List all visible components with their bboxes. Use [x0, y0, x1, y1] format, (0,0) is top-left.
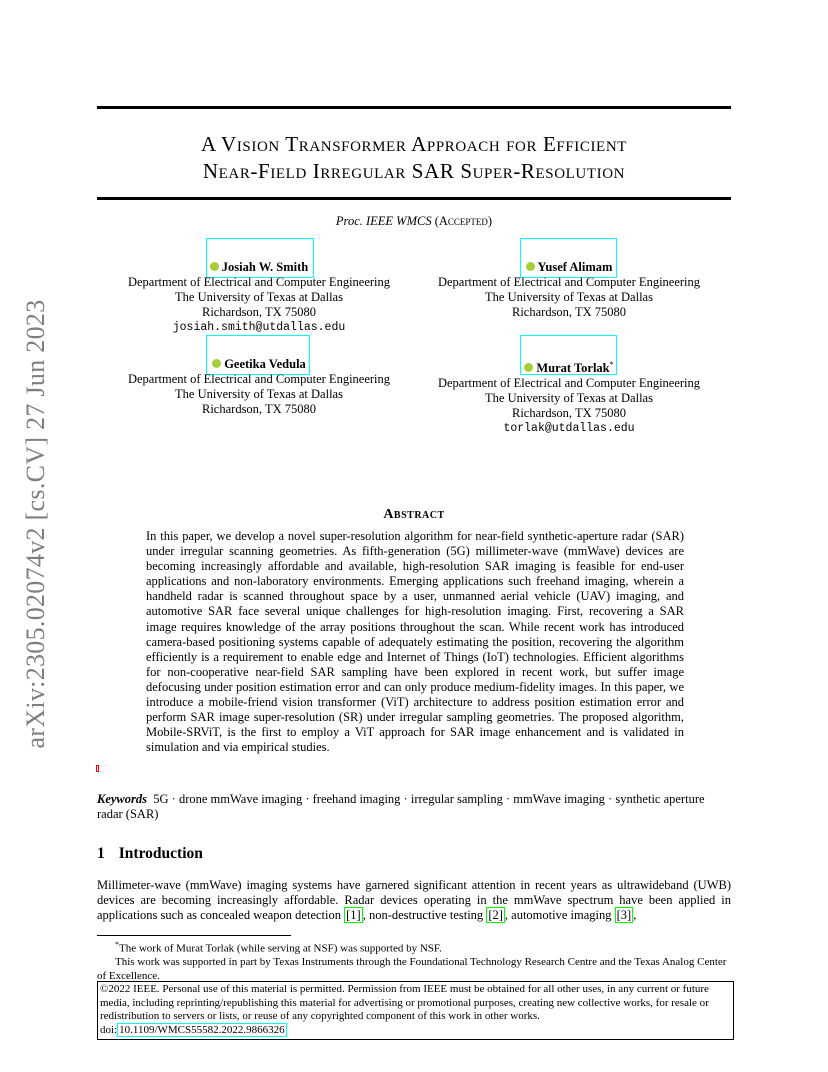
footnote-mark: * [115, 940, 119, 949]
author-university: The University of Texas at Dallas [485, 290, 653, 304]
title-top-rule [97, 106, 731, 109]
author-university: The University of Texas at Dallas [175, 387, 343, 401]
author-university: The University of Texas at Dallas [175, 290, 343, 304]
section-heading [97, 845, 203, 863]
author-dept: Department of Electrical and Computer Engineering [437, 275, 701, 289]
author-name[interactable]: Murat Torlak [536, 361, 610, 376]
author-block-torlak [409, 357, 729, 436]
footnote-2: This work was supported in part by Texas Instruments through the Foundational Technology Research Centre and the Texas Analog Center of Excellence. [97, 956, 727, 982]
author-dept: Department of Electrical and Computer Engineering [437, 376, 701, 391]
intro-paragraph [97, 878, 731, 924]
author-block-smith [99, 260, 419, 335]
author-city: Richardson, TX 75080 [202, 305, 316, 319]
orcid-icon[interactable] [526, 262, 535, 271]
paper-title-line2: Near-Field Irregular SAR Super-Resolution [202, 159, 626, 183]
doi-label: doi: [100, 1023, 118, 1036]
footnotes [97, 938, 731, 983]
proceedings-venue: Proc. IEEE WMCS [335, 214, 432, 228]
title-bottom-rule [97, 197, 731, 200]
orcid-icon[interactable] [524, 363, 533, 372]
copyright-notice [97, 981, 734, 1040]
footnote-1 [97, 938, 731, 956]
citation-link[interactable]: [3] [616, 908, 632, 923]
author-footnote-mark[interactable]: * [609, 360, 614, 369]
author-block-vedula [99, 357, 419, 417]
keywords-label: Keywords [97, 792, 147, 806]
author-name[interactable]: Yusef Alimam [537, 260, 613, 274]
section-title: Introduction [118, 845, 203, 862]
paper-title-line1: A Vision Transformer Approach for Efficient [200, 132, 628, 156]
author-city: Richardson, TX 75080 [202, 402, 316, 416]
proceedings-status: (Accepted) [434, 214, 493, 228]
citation-link[interactable]: [2] [488, 908, 503, 923]
citation-link[interactable]: [1] [346, 908, 361, 923]
keywords-text: 5G · drone mmWave imaging · freehand imaging · irregular sampling · mmWave imaging · synthetic aperture radar (SAR) [97, 792, 705, 821]
copyright-text: ©2022 IEEE. Personal use of this material is permitted. Permission from IEEE must be obtained for all other uses, in any current or future media, including reprinting/republishing this material for advertising or promotional purposes, creating new collective works, for resale or redistribution to servers or lists, or reuse of any copyrighted component of this work in other works. [100, 983, 709, 1023]
abstract-text: In this paper, we develop a novel super-resolution algorithm for near-field synthetic-aperture radar (SAR) under irregular scanning geometries. As fifth-generation (5G) millimeter-wave (mmWave) devices are becoming increasingly affordable and available, high-resolution SAR imaging is feasible for end-user applications and non-laboratory environments. Emerging applications such freehand imaging, wherein a handheld radar is scanned throughout space by a user, unmanned aerial vehicle (UAV) imaging, and automotive SAR face several unique challenges for high-resolution imaging. First, recovering a SAR image requires knowledge of the array positions throughout the scan. While recent work has introduced camera-based positioning systems capable of adequately estimating the position, recovering the algorithm efficiently is a requirement to enable edge and Internet of Things (IoT) technologies. Efficient algorithms for non-cooperative near-field SAR sampling have been explored in recent work, but suffer image defocusing under position estimation error and can only produce medium-fidelity images. In this paper, we introduce a mobile-friend vision transformer (ViT) architecture to address position estimation error and perform SAR image super-resolution (SR) under irregular sampling geometries. The proposed algorithm, Mobile-SRViT, is the first to employ a ViT approach for SAR image enhancement and is validated in simulation and via empirical studies. [146, 529, 684, 755]
author-dept: Department of Electrical and Computer Engineering [127, 275, 391, 289]
author-block-alimam [409, 260, 729, 320]
intro-text: , [633, 908, 637, 923]
footnote-rule [97, 935, 291, 936]
doi-link[interactable]: 10.1109/WMCS55582.2022.9866326 [119, 1023, 285, 1036]
orcid-icon[interactable] [212, 359, 221, 368]
intro-text: , non-destructive testing [362, 908, 487, 923]
author-university: The University of Texas at Dallas [485, 391, 653, 406]
section-number: 1 [97, 845, 105, 862]
footnote-text: The work of Murat Torlak (while serving at NSF) was supported by NSF. [119, 942, 442, 955]
keywords [97, 792, 731, 822]
author-dept: Department of Electrical and Computer Engineering [127, 372, 391, 386]
link-marker[interactable] [96, 765, 99, 772]
author-email[interactable]: torlak@utdallas.edu [503, 422, 635, 436]
author-city: Richardson, TX 75080 [512, 406, 626, 421]
orcid-icon[interactable] [210, 262, 219, 271]
intro-text: Millimeter-wave (mmWave) imaging systems have garnered significant attention in recent years as ultrawideband (UWB) devices are becoming increasingly affordable. Radar devices operating in the mmWave spectrum have been applied in applications such as concealed weapon detection [97, 878, 731, 923]
arxiv-id: arXiv:2305.02074v2 [cs.CV] 27 Jun 2023 [21, 299, 50, 749]
proceedings-line [97, 214, 731, 229]
author-name[interactable]: Josiah W. Smith [221, 260, 309, 274]
author-email[interactable]: josiah.smith@utdallas.edu [172, 321, 346, 334]
abstract-heading: Abstract [383, 507, 445, 522]
author-name[interactable]: Geetika Vedula [224, 357, 306, 371]
author-city: Richardson, TX 75080 [512, 305, 626, 319]
intro-text: , automotive imaging [504, 908, 615, 923]
